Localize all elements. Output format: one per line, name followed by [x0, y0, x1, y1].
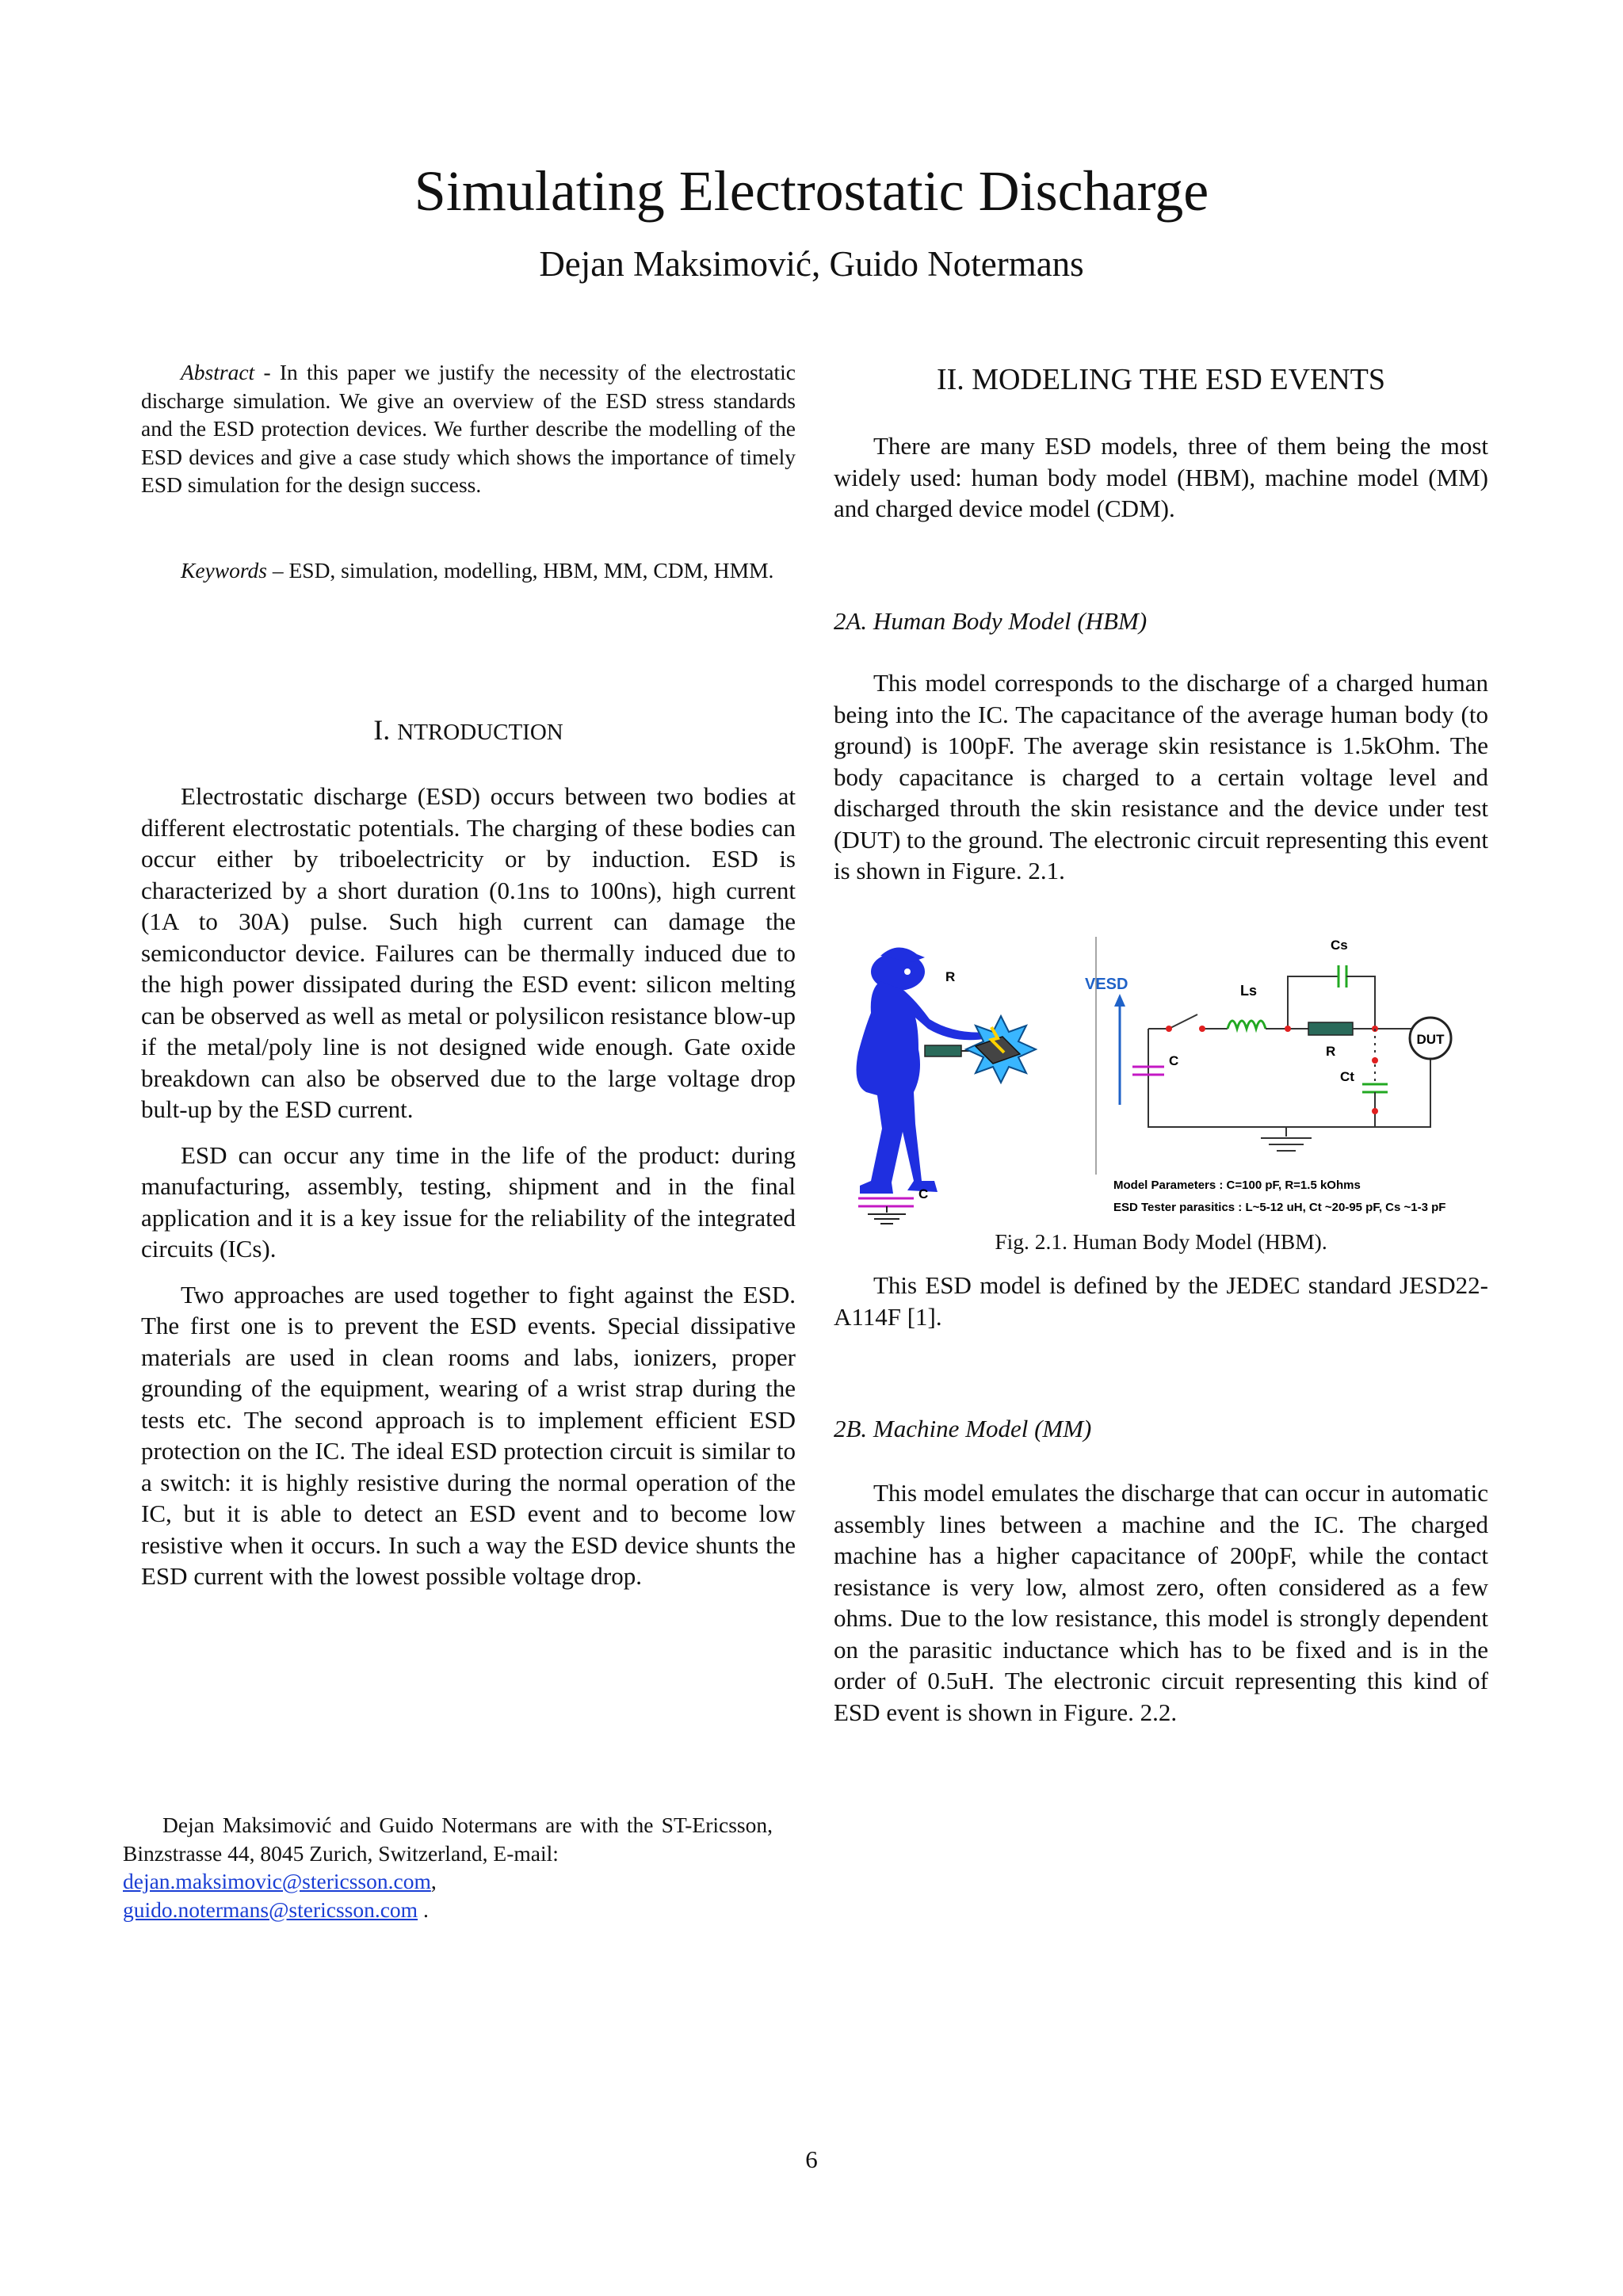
- label-c-person: C: [918, 1186, 929, 1201]
- paper-authors: Dejan Maksimović, Guido Notermans: [539, 244, 1084, 284]
- keywords-text: – ESD, simulation, modelling, HBM, MM, CDM, HMM.: [266, 558, 774, 583]
- abstract: [141, 358, 796, 499]
- page-number: 6: [805, 2145, 818, 2173]
- person-illustration: [857, 947, 990, 1194]
- label-cs: Cs: [1331, 938, 1348, 953]
- tester-parasitics: ESD Tester parasitics : L~5-12 uH, Ct ~20-95 pF, Cs ~1-3 pF: [1113, 1201, 1446, 1214]
- intro-heading: I. NTRODUCTION: [373, 714, 563, 746]
- label-c: C: [1169, 1053, 1179, 1068]
- intro-paragraph: Electrostatic discharge (ESD) occurs between two bodies at different electrostatic potentials. The charging of these bodies can occur either by triboelectricity or by induction. ESD is characterized by a short duration (0.1ns to 100ns), high current (1A to 30A) pulse. Such high current can damage the semiconductor device. Failures can be thermally induced due to the high power dissipated during the ESD event: silicon melting can be observed as well as metal or polysilicon resistance blow-up if the metal/poly line is not designed wide enough. Gate oxide breakdown can also be observed due to the large voltage drop bult-up by the ESD current.: [141, 782, 796, 1123]
- mm-body: This model emulates the discharge that can occur in automatic assembly lines between a machine and the IC. The charged machine has a higher capacitance of 200pF, while the contact resistance is very low, almost zero, often considered as a few ohms. Due to the low resistance, this model is strongly dependent on the parasitic inductance which has to be fixed and is in the order of 0.5uH. The electronic circuit representing this kind of ESD event is shown in Figure. 2.2.: [834, 1479, 1488, 1726]
- footnote-text: Dejan Maksimović and Guido Notermans are with the ST-Ericsson, Binzstrasse 44, 8045 Zurich, Switzerland, E-mail:: [123, 1813, 773, 1866]
- intro-paragraph: Two approaches are used together to fight against the ESD. The first one is to prevent the ESD events. Special dissipative materials are used in clean rooms and labs, ionizers, proper grounding of the equipment, wearing of a wrist strap during the tests etc. The second approach is to implement efficient ESD protection on the IC. The ideal ESD protection circuit is similar to a switch: it is highly resistive during the normal operation of the IC, but it is able to detect an ESD event and to become low resistive when it occurs. In such a way the ESD device shunts the ESD current with the lowest possible voltage drop.: [141, 1280, 796, 1590]
- footnote: Dejan Maksimović and Guido Notermans are with the ST-Ericsson, Binzstrasse 44, 8045 Zurich, Switzerland, E-mail: dejan.maksimovic@stericsson.com, guido.notermans@stericsson.com .: [123, 1813, 773, 1922]
- hbm-heading: 2A. Human Body Model (HBM): [834, 607, 1148, 635]
- resistor-icon: [925, 1045, 961, 1056]
- model-parameters: Model Parameters : C=100 pF, R=1.5 kOhms: [1113, 1179, 1361, 1192]
- figure-caption: Fig. 2.1. Human Body Model (HBM).: [995, 1229, 1327, 1254]
- label-dut: DUT: [1416, 1032, 1445, 1047]
- intro-body: [141, 781, 796, 1592]
- mm-heading: 2B. Machine Model (MM): [834, 1415, 1092, 1442]
- abstract-label: Abstract: [181, 360, 255, 384]
- hbm-figure: [836, 934, 1486, 1232]
- intro-paragraph: ESD can occur any time in the life of the product: during manufacturing, assembly, testing, shipment and in the final application and it is a key issue for the reliability of the integrated circuits (ICs).: [141, 1140, 796, 1263]
- hbm-after: This ESD model is defined by the JEDEC standard JESD22-A114F [1].: [834, 1271, 1488, 1331]
- keywords-label: Keywords: [181, 558, 267, 583]
- section2-heading: II. MODELING THE ESD EVENTS: [936, 363, 1386, 396]
- keywords: [141, 556, 796, 585]
- spark-chip-icon: [966, 1016, 1036, 1083]
- email-link-notermans[interactable]: guido.notermans@stericsson.com: [123, 1897, 418, 1922]
- label-r-person: R: [945, 969, 956, 984]
- label-r: R: [1326, 1044, 1336, 1059]
- paper-title: Simulating Electrostatic Discharge: [414, 159, 1209, 223]
- hbm-circuit: [1085, 938, 1451, 1151]
- hbm-body: This model corresponds to the discharge of a charged human being into the IC. The capacitance of the average human body (to ground) is 100pF. The average skin resistance is 1.5kOhm. The body capacitance is charged to a certain voltage level and discharged throuth the skin resistance and the device under test (DUT) to the ground. The electronic circuit representing this event is shown in Figure. 2.1.: [834, 669, 1488, 884]
- email-link-maksimovic[interactable]: dejan.maksimovic@stericsson.com: [123, 1869, 431, 1893]
- label-ls: Ls: [1240, 983, 1258, 999]
- label-ct: Ct: [1340, 1069, 1354, 1084]
- abstract-text: - In this paper we justify the necessity of the electrostatic discharge simulation. We give an overview of the ESD stress standards and the ESD protection devices. We further describe the modelling of the ESD devices and give a case study which shows the importance of timely ESD simulation for the design success.: [141, 360, 796, 497]
- label-vesd: VESD: [1085, 976, 1128, 993]
- section2-intro: There are many ESD models, three of them being the most widely used: human body model (HBM), machine model (MM) and charged device model (CDM).: [834, 432, 1488, 522]
